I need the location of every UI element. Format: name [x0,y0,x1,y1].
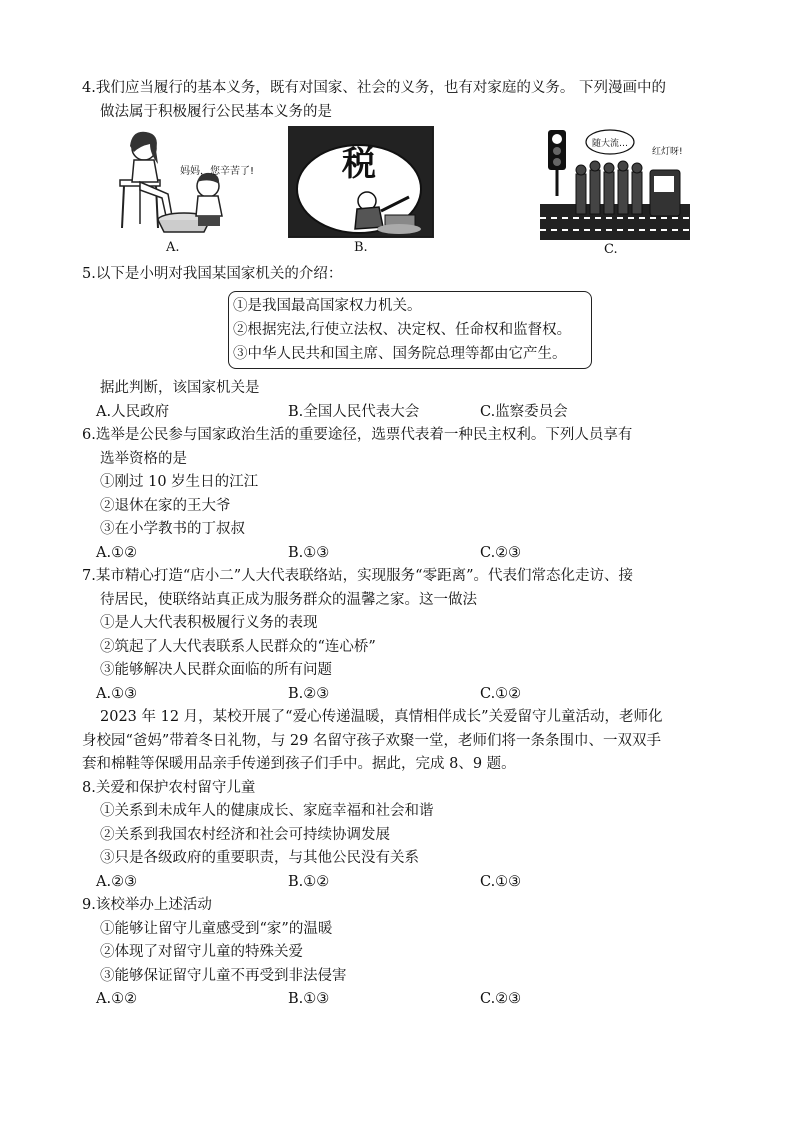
cartoon-c-red-light-icon [540,124,690,240]
q7-stem-line1: 7.某市精心打造“店小二”人大代表联络站，实现服务“零距离”。代表们常态化走访、接 [82,568,633,584]
q5-option-a[interactable]: A.人民政府 [96,404,170,420]
material-line3: 套和棉鞋等保暖用品亲手传递到孩子们手中。据此，完成 8、9 题。 [82,756,516,772]
q9-item-3: ③能够保证留守儿童不再受到非法侵害 [100,968,347,984]
q6-item-3: ③在小学教书的丁叔叔 [100,521,245,537]
q4-stem-line1: 4.我们应当履行的基本义务，既有对国家、社会的义务，也有对家庭的义务。 下列漫画中的 [82,80,666,96]
q8-item-3: ③只是各级政府的重要职责，与其他公民没有关系 [100,850,419,866]
q9-option-a[interactable]: A.①② [96,991,138,1007]
q7-item-1: ①是人大代表积极履行义务的表现 [100,615,318,631]
q8-option-a[interactable]: A.②③ [96,874,138,890]
q5-box-line3: ③中华人民共和国主席、国务院总理等都由它产生。 [233,346,567,362]
q6-item-2: ②退休在家的王大爷 [100,498,231,514]
cartoon-a-speech: 妈妈，您辛苦了! [180,166,255,177]
q9-item-2: ②体现了对留守儿童的特殊关爱 [100,944,303,960]
q5-stem: 5.以下是小明对我国某国家机关的介绍： [82,266,343,282]
cartoon-a-foot-washing-icon [110,124,266,236]
q9-option-c[interactable]: C.②③ [480,991,522,1007]
q5-option-c[interactable]: C.监察委员会 [480,404,568,420]
q7-item-2: ②筑起了人大代表联系人民群众的“连心桥” [100,639,376,655]
material-line1: 2023 年 12 月，某校开展了“爱心传递温暖，真情相伴成长”关爱留守儿童活动，老师化 [100,709,663,725]
cartoon-c-speech1: 随大流… [591,139,629,149]
q6-stem-line2: 选举资格的是 [100,451,187,467]
q5-info-box [228,291,592,369]
cartoon-b-tax-icon [288,126,434,238]
q9-stem: 9.该校举办上述活动 [82,897,212,913]
q5-option-b[interactable]: B.全国人民代表大会 [288,404,420,420]
q8-stem: 8.关爱和保护农村留守儿童 [82,780,256,796]
q6-option-b[interactable]: B.①③ [288,545,330,561]
cartoon-a-caption: A. [166,240,180,255]
cartoon-c-caption: C. [604,242,618,257]
q8-item-2: ②关系到我国农村经济和社会可持续协调发展 [100,827,390,843]
q8-option-b[interactable]: B.①② [288,874,330,890]
q6-option-a[interactable]: A.①② [96,545,138,561]
q6-option-c[interactable]: C.②③ [480,545,522,561]
q8-item-1: ①关系到未成年人的健康成长、家庭幸福和社会和谐 [100,803,434,819]
q9-option-b[interactable]: B.①③ [288,991,330,1007]
q6-stem-line1: 6.选举是公民参与国家政治生活的重要途径，选票代表着一种民主权利。下列人员享有 [82,427,633,443]
q5-judge: 据此判断，该国家机关是 [100,380,260,396]
q7-option-a[interactable]: A.①③ [96,686,138,702]
q5-box-line1: ①是我国最高国家权力机关。 [233,298,422,314]
q6-item-1: ①刚过 10 岁生日的江江 [100,474,259,490]
q5-box-line2: ②根据宪法,行使立法权、决定权、任命权和监督权。 [233,322,572,338]
q9-item-1: ①能够让留守儿童感受到“家”的温暖 [100,921,333,937]
cartoon-b-caption: B. [354,240,368,255]
cartoon-b-tax-char: 税 [342,144,376,184]
q7-option-c[interactable]: C.①② [480,686,522,702]
q8-option-c[interactable]: C.①③ [480,874,522,890]
q7-option-b[interactable]: B.②③ [288,686,330,702]
q7-stem-line2: 待居民，使联络站真正成为服务群众的温馨之家。这一做法 [100,592,477,608]
q4-stem-line2: 做法属于积极履行公民基本义务的是 [100,104,332,120]
cartoon-c-speech2: 红灯呀! [652,147,683,157]
material-line2: 身校园“爸妈”带着冬日礼物，与 29 名留守孩子欢聚一堂，老师们将一条条围巾、一双双手 [82,733,661,749]
q7-item-3: ③能够解决人民群众面临的所有问题 [100,662,332,678]
